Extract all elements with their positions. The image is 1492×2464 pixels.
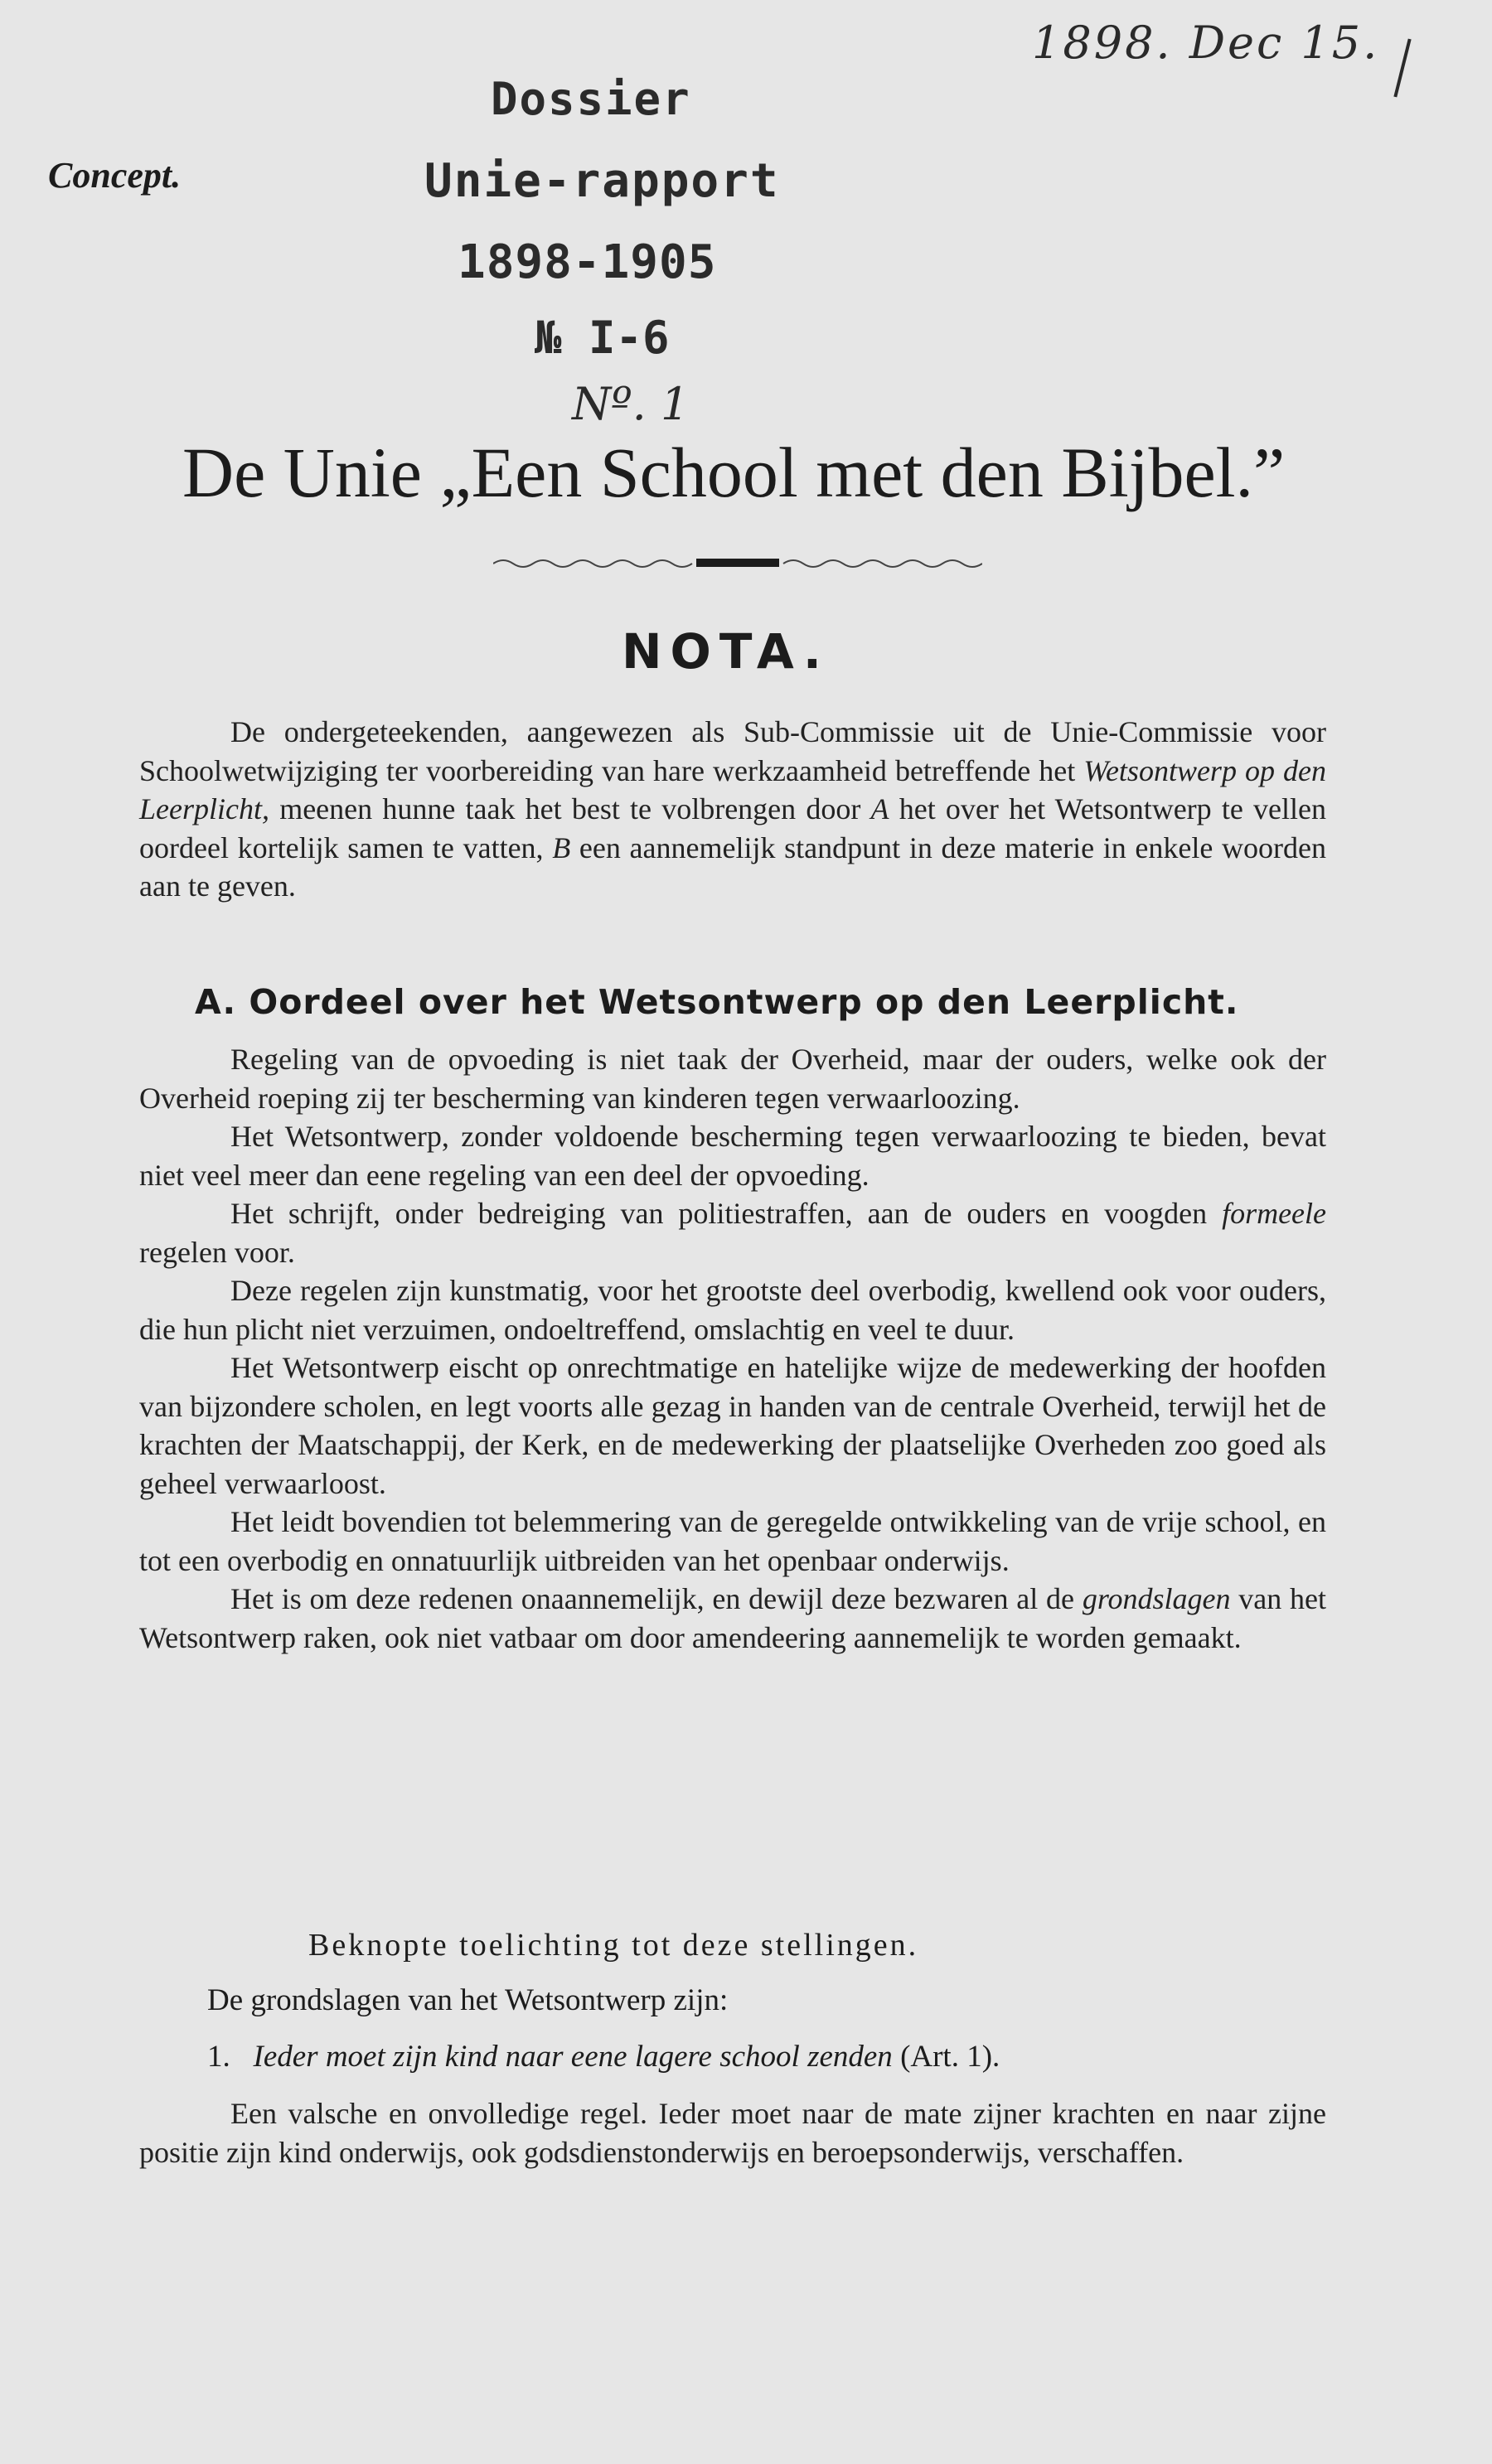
- stamp-unie-rapport: Unie-rapport: [424, 154, 780, 208]
- p7-emphasis: grondslagen: [1082, 1582, 1231, 1615]
- intro-emphasis: Wetsontwerp op den Leerplicht,: [139, 753, 1327, 825]
- section-a-heading: A. Oordeel over het Wetsontwerp op den Leerplicht.: [195, 982, 1239, 1022]
- item-ref: (Art. 1).: [900, 2040, 1000, 2074]
- p3-emphasis: formeele: [1222, 1197, 1327, 1230]
- section-a-paragraph: Het Wetsontwerp, zonder voldoende bescherming tegen verwaarloozing te bieden, bevat niet veel meer dan eene regeling van een deel der opvoeding.: [139, 1120, 1326, 1192]
- section-a-paragraph: Het leidt bovendien tot belemmering van de geregelde ontwikkeling van de vrije school, en tot een overbodig en onnatuurlijk uitbreiden van het openbaar onderwijs.: [139, 1505, 1326, 1577]
- section-a-paragraph: Regeling van de opvoeding is niet taak der Overheid, maar der ouders, welke ook der Overheid roeping zij ter bescherming van kinderen tegen verwaarloozing.: [139, 1043, 1326, 1115]
- item-number: 1.: [207, 2040, 230, 2074]
- intro-marker-a: A: [870, 792, 889, 825]
- intro-paragraph: [139, 713, 1326, 906]
- title-ornament: [493, 554, 982, 574]
- section-a-paragraph: Het Wetsontwerp eischt op onrechtmatige en hatelijke wijze de medewerking der hoofden van bijzondere scholen, en legt voorts alle gezag in handen van de centrale Overheid, terwijl het de krachten der Maatschappij, der Kerk, en de medewerking der plaatselijke Overheden zoo goed als geheel verwaarloost.: [139, 1351, 1326, 1500]
- section-a-body: [139, 1040, 1326, 1657]
- intro-text-3: het over het Wetsontwerp te vellen oordeel kortelijk samen te vatten,: [139, 792, 1327, 864]
- list-item: [207, 2039, 1000, 2074]
- stamp-dossier: Dossier: [491, 73, 691, 125]
- intro-text-1: De ondergeteekenden, aangewezen als Sub-Commissie uit de Unie-Commissie voor Schoolwetwijziging ter voorbereiding van hare werkzaamheid betreffende het: [139, 715, 1326, 787]
- item-text: Ieder moet zijn kind naar eene lagere school zenden: [253, 2040, 893, 2074]
- stamp-number: № I-6: [535, 312, 670, 364]
- intro-text-4: een aannemelijk standpunt in deze materie in enkele woorden aan te geven.: [139, 830, 1326, 903]
- intro-marker-b: B: [552, 830, 571, 864]
- section-a-paragraph: [139, 1194, 1326, 1271]
- handwritten-date: 1898. Dec 15.: [1032, 17, 1380, 69]
- final-paragraph: [139, 2094, 1326, 2171]
- handwritten-number: Nº. 1: [572, 378, 690, 430]
- final-text: Een valsche en onvolledige regel. Ieder moet naar de mate zijner krachten en naar zijne positie zijn kind onderwijs, ook godsdienstonderwijs en beroepsonderwijs, verschaffen.: [139, 2097, 1326, 2169]
- concept-label: Concept.: [48, 155, 182, 196]
- stamp-years: 1898-1905: [458, 235, 717, 289]
- p7-text-1: Het is om deze redenen onaannemelijk, en dewijl deze bezwaren al de: [230, 1582, 1075, 1615]
- page-title: De Unie „Een School met den Bijbel.”: [182, 433, 1286, 512]
- p7-text-2: van het Wetsontwerp raken, ook niet vatbaar om door amendeering aannemelijk te worden gemaakt.: [139, 1582, 1327, 1654]
- nota-heading: NOTA.: [622, 623, 830, 680]
- section-a-paragraph: [139, 1580, 1326, 1657]
- intro-text-2: meenen hunne taak het best te volbrengen door: [279, 792, 861, 825]
- grondslagen-intro: De grondslagen van het Wetsontwerp zijn:: [207, 1983, 729, 2017]
- p3-text-1: Het schrijft, onder bedreiging van politiestraffen, aan de ouders en voogden: [230, 1197, 1208, 1230]
- p3-text-2: regelen voor.: [139, 1235, 295, 1269]
- section-a-paragraph: Deze regelen zijn kunstmatig, voor het grootste deel overbodig, kwellend ook voor ouders, die hun plicht niet verzuimen, ondoeltreffend, omslachtig en veel te duur.: [139, 1274, 1326, 1346]
- subheading: Beknopte toelichting tot deze stellingen.: [308, 1928, 919, 1963]
